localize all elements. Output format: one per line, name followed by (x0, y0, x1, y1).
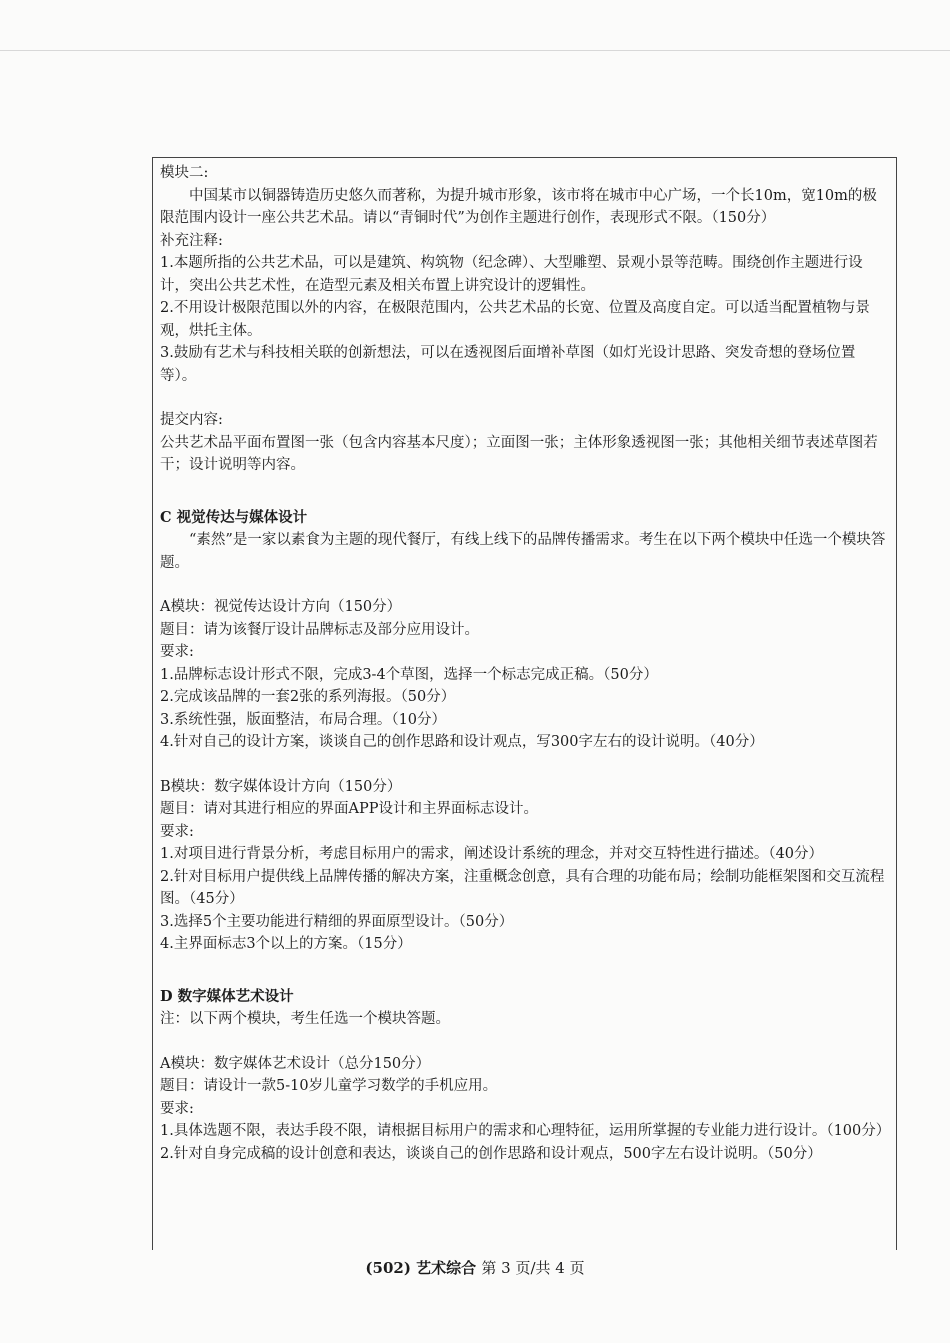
module2-note-1: 1.本题所指的公共艺术品，可以是建筑、构筑物（纪念碑）、大型雕塑、景观小景等范畴。围绕创作主题进行设计，突出公共艺术性，在造型元素及相关布置上讲究设计的逻辑性。 (160, 255, 863, 294)
scan-edge-line (0, 50, 950, 51)
footer-exam-code: (502) 艺术综合 (365, 1259, 477, 1277)
section-d-module-a-req-2: 2.针对自身完成稿的设计创意和表达，谈谈自己的创作思路和设计观点，500字左右设计说明。（50分） (160, 1145, 822, 1162)
exam-content (160, 162, 890, 1165)
section-d-module-a-req-1: 1.具体选题不限，表达手段不限，请根据目标用户的需求和心理特征，运用所掌握的专业能力进行设计。（100分） (160, 1123, 891, 1139)
section-c-module-a-req-2: 2.完成该品牌的一套2张的系列海报。（50分） (160, 689, 456, 705)
footer-page-number: 第 3 页/共 4 页 (481, 1259, 585, 1277)
section-c-module-a-topic: 题目：请为该餐厅设计品牌标志及部分应用设计。 (160, 621, 479, 638)
section-d-note: 注：以下两个模块，考生任选一个模块答题。 (160, 1011, 450, 1027)
section-d-module-a-title: A模块：数字媒体艺术设计（总分150分） (160, 1055, 431, 1072)
module2-title: 模块二: (160, 165, 209, 181)
section-c-module-b-req-2: 2.针对目标用户提供线上品牌传播的解决方案，注重概念创意，具有合理的功能布局；绘制功能框架图和交互流程图。（45分） (160, 868, 885, 907)
section-c-module-b-title: B模块：数字媒体设计方向（150分） (160, 778, 402, 795)
section-c-module-a-title: A模块：视觉传达设计方向（150分） (160, 599, 402, 615)
section-c-title: C 视觉传达与媒体设计 (160, 508, 308, 526)
section-c-module-b-req-title: 要求: (160, 823, 194, 840)
module2-submit-text: 公共艺术品平面布置图一张（包含内容基本尺度）；立面图一张；主体形象透视图一张；其他相关细节表述草图若干；设计说明等内容。 (160, 434, 878, 473)
section-c-module-b-topic: 题目：请对其进行相应的界面APP设计和主界面标志设计。 (160, 801, 538, 817)
section-d-title: D 数字媒体艺术设计 (160, 987, 294, 1005)
module2-note-3: 3.鼓励有艺术与科技相关联的创新想法，可以在透视图后面增补草图（如灯光设计思路、突发奇想的登场位置等）。 (160, 345, 856, 384)
section-c-intro: “素然”是一家以素食为主题的现代餐厅，有线上线下的品牌传播需求。考生在以下两个模块中任选一个模块答题。 (160, 532, 886, 571)
module2-submit-title: 提交内容: (160, 412, 223, 428)
section-c-module-a-req-title: 要求: (160, 644, 194, 660)
section-d-module-a-req-title: 要求: (160, 1100, 194, 1117)
module2-notes-title: 补充注释: (160, 232, 223, 249)
section-c-module-b-req-3: 3.选择5个主要功能进行精细的界面原型设计。（50分） (160, 913, 514, 930)
section-d-module-a-topic: 题目：请设计一款5-10岁儿童学习数学的手机应用。 (160, 1078, 498, 1094)
section-c-module-a-req-4: 4.针对自己的设计方案，谈谈自己的创作思路和设计观点，写300字左右的设计说明。（40分） (160, 734, 764, 750)
section-c-module-a-req-1: 1.品牌标志设计形式不限，完成3-4个草图，选择一个标志完成正稿。（50分） (160, 666, 658, 683)
page-footer (0, 1257, 950, 1278)
module2-intro: 中国某市以铜器铸造历史悠久而著称，为提升城市形象，该市将在城市中心广场，一个长10m，宽10m的极限范围内设计一座公共艺术品。请以“青铜时代”为创作主题进行创作，表现形式不限。（150分） (160, 187, 877, 226)
module2-note-2: 2.不用设计极限范围以外的内容，在极限范围内，公共艺术品的长宽、位置及高度自定。可以适当配置植物与景观，烘托主体。 (160, 300, 870, 339)
section-c-module-a-req-3: 3.系统性强，版面整洁，布局合理。（10分） (160, 711, 447, 728)
section-c-module-b-req-4: 4.主界面标志3个以上的方案。（15分） (160, 936, 412, 952)
section-c-module-b-req-1: 1.对项目进行背景分析，考虑目标用户的需求，阐述设计系统的理念，并对交互特性进行描述。（40分） (160, 846, 824, 862)
